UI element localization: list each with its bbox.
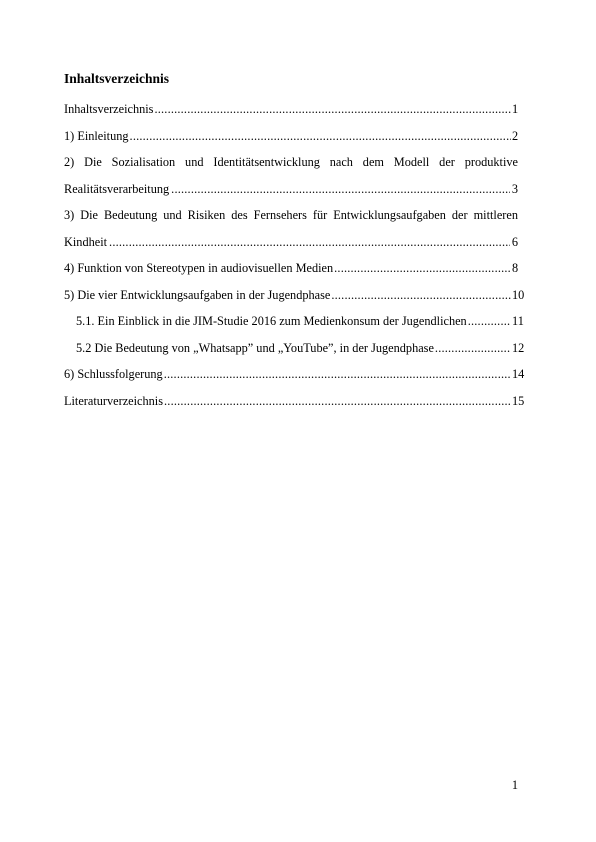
- toc-entry-label: 5.2 Die Bedeutung von „Whatsapp” und „YouTube”, in der Jugendphase: [76, 340, 434, 355]
- toc-leader-dots: [468, 310, 511, 332]
- footer-page-number: 1: [511, 778, 518, 792]
- toc-leader-dots: [171, 178, 510, 200]
- toc-page-number: 6: [511, 234, 518, 249]
- toc-page-number: 12: [512, 340, 525, 355]
- toc-page-number: 2: [512, 128, 519, 143]
- toc-entry-literaturverzeichnis[interactable]: [64, 390, 525, 417]
- toc-leader-dots: [109, 231, 510, 253]
- toc-leader-dots: [154, 98, 511, 120]
- toc-page-number: 3: [511, 181, 518, 196]
- toc-heading: Inhaltsverzeichnis: [64, 71, 170, 86]
- toc-entry-einleitung[interactable]: [64, 125, 518, 152]
- toc-entry-label: Kindheit: [64, 234, 108, 249]
- toc-page-number: 15: [512, 393, 525, 408]
- toc-entry-label-line1: 2) Die Sozialisation und Identitätsentwicklung nach dem Modell der produktive: [64, 155, 518, 169]
- toc-entry-label: 4) Funktion von Stereotypen in audiovisuellen Medien: [64, 261, 334, 275]
- toc-leader-dots: [331, 284, 511, 306]
- toc-entry-label: 5.1. Ein Einblick in die JIM-Studie 2016 zum Medienkonsum der Jugendlichen: [76, 314, 467, 328]
- toc-entry-entwicklungsaufgaben[interactable]: [64, 284, 525, 311]
- toc-leader-dots: [334, 257, 511, 279]
- toc-entry-whatsapp-youtube[interactable]: [64, 337, 525, 364]
- toc-leader-dots: [164, 390, 511, 412]
- toc-leader-dots: [435, 337, 511, 359]
- toc-page-number: 1: [512, 102, 519, 116]
- toc-entry-label: Literaturverzeichnis: [64, 393, 164, 408]
- toc-entry-label: Realitätsverarbeitung: [64, 181, 170, 196]
- toc-entry-label: 1) Einleitung: [64, 128, 129, 143]
- toc-entry-stereotypen[interactable]: [64, 257, 518, 284]
- toc-entry-label: 5) Die vier Entwicklungsaufgaben in der Jugendphase: [64, 287, 331, 302]
- toc-entry-inhaltsverzeichnis[interactable]: [64, 98, 518, 125]
- table-of-contents: [64, 98, 525, 416]
- toc-entry-label-line1: 3) Die Bedeutung und Risiken des Fernsehers für Entwicklungsaufgaben der mittleren: [64, 208, 518, 222]
- toc-page-number: 14: [512, 367, 525, 381]
- toc-page-number: 11: [512, 314, 524, 328]
- toc-entry-fernseher[interactable]: [64, 204, 518, 257]
- toc-page-number: 10: [512, 287, 525, 302]
- toc-entry-sozialisation[interactable]: [64, 151, 518, 204]
- toc-entry-schlussfolgerung[interactable]: [64, 363, 525, 390]
- toc-entry-label: 6) Schlussfolgerung: [64, 367, 163, 381]
- toc-leader-dots: [130, 125, 511, 147]
- toc-entry-label: Inhaltsverzeichnis: [64, 102, 154, 116]
- toc-leader-dots: [164, 363, 511, 385]
- toc-entry-jim-studie[interactable]: [64, 310, 524, 337]
- toc-page-number: 8: [512, 261, 519, 275]
